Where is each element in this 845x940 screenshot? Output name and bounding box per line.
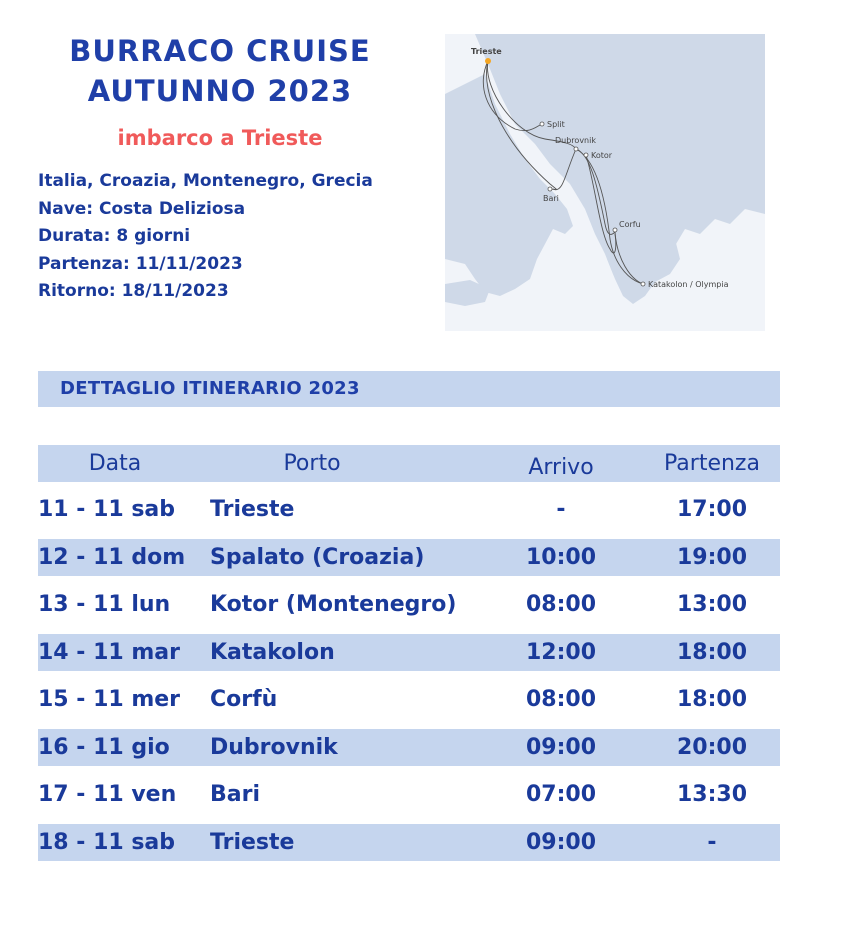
row-arrival: 09:00 (525, 830, 597, 855)
itinerary-section-bar (38, 371, 780, 407)
info-departure: Partenza: 11/11/2023 (38, 253, 243, 274)
row-port: Bari (210, 782, 261, 807)
row-port: Trieste (210, 497, 295, 522)
row-departure: 20:00 (676, 735, 748, 760)
row-departure: - (707, 830, 717, 855)
info-ship: Nave: Costa Deliziosa (38, 198, 246, 219)
row-departure: 19:00 (676, 545, 748, 570)
info-countries: Italia, Croazia, Montenegro, Grecia (38, 171, 373, 191)
row-date: 18 - 11 sab (38, 830, 176, 855)
marker-bari (548, 187, 552, 191)
label-dubrovnik: Dubrovnik (555, 136, 596, 145)
table-row (38, 776, 780, 813)
row-arrival: 12:00 (525, 640, 597, 665)
table-row (38, 634, 780, 671)
table-row (38, 539, 780, 576)
row-port: Trieste (210, 830, 295, 855)
header-date: Data (88, 451, 142, 476)
row-port: Katakolon (210, 640, 335, 665)
marker-kotor (584, 153, 588, 157)
marker-katakolon (641, 282, 645, 286)
row-date: 14 - 11 mar (38, 640, 180, 665)
row-port: Corfù (210, 687, 278, 712)
row-arrival: 09:00 (525, 735, 597, 760)
row-arrival: 07:00 (525, 782, 597, 807)
header-arrival: Arrivo (528, 455, 594, 480)
row-port: Spalato (Croazia) (210, 545, 425, 570)
trip-info (38, 168, 373, 306)
marker-split (540, 122, 544, 126)
embark-subtitle: imbarco a Trieste (117, 126, 323, 150)
row-date: 15 - 11 mer (38, 687, 181, 712)
title-line-1: BURRACO CRUISE (69, 34, 371, 68)
title-line-2: AUTUNNO 2023 (87, 74, 353, 108)
table-row (38, 681, 780, 718)
table-row (38, 586, 780, 623)
row-date: 13 - 11 lun (38, 592, 171, 617)
row-departure: 17:00 (676, 497, 748, 522)
row-departure: 13:30 (676, 782, 748, 807)
table-row (38, 491, 780, 528)
table-row (38, 729, 780, 766)
label-bari: Bari (543, 194, 559, 203)
table-row (38, 824, 780, 861)
header-port: Porto (283, 451, 341, 476)
marker-trieste (485, 58, 491, 64)
route-map-svg (445, 34, 765, 331)
header-departure: Partenza (664, 451, 760, 476)
label-split: Split (547, 120, 565, 129)
row-departure: 18:00 (676, 687, 748, 712)
row-date: 12 - 11 dom (38, 545, 186, 570)
row-port: Kotor (Montenegro) (210, 592, 457, 617)
label-katakolon: Katakolon / Olympia (648, 280, 729, 289)
route-map (445, 34, 765, 331)
row-arrival: 10:00 (525, 545, 597, 570)
row-arrival: 08:00 (525, 592, 597, 617)
info-duration: Durata: 8 giorni (38, 226, 191, 246)
itinerary-section-title: DETTAGLIO ITINERARIO 2023 (60, 378, 360, 399)
row-arrival: - (556, 497, 566, 522)
label-trieste: Trieste (471, 47, 502, 56)
marker-dubrovnik (574, 147, 578, 151)
row-date: 16 - 11 gio (38, 735, 170, 760)
row-port: Dubrovnik (210, 735, 338, 760)
table-header (38, 445, 780, 482)
row-departure: 13:00 (676, 592, 748, 617)
row-date: 11 - 11 sab (38, 497, 176, 522)
label-kotor: Kotor (591, 151, 613, 160)
marker-corfu (613, 228, 617, 232)
row-arrival: 08:00 (525, 687, 597, 712)
row-departure: 18:00 (676, 640, 748, 665)
row-date: 17 - 11 ven (38, 782, 177, 807)
info-return: Ritorno: 18/11/2023 (38, 281, 229, 301)
label-corfu: Corfu (619, 220, 641, 229)
